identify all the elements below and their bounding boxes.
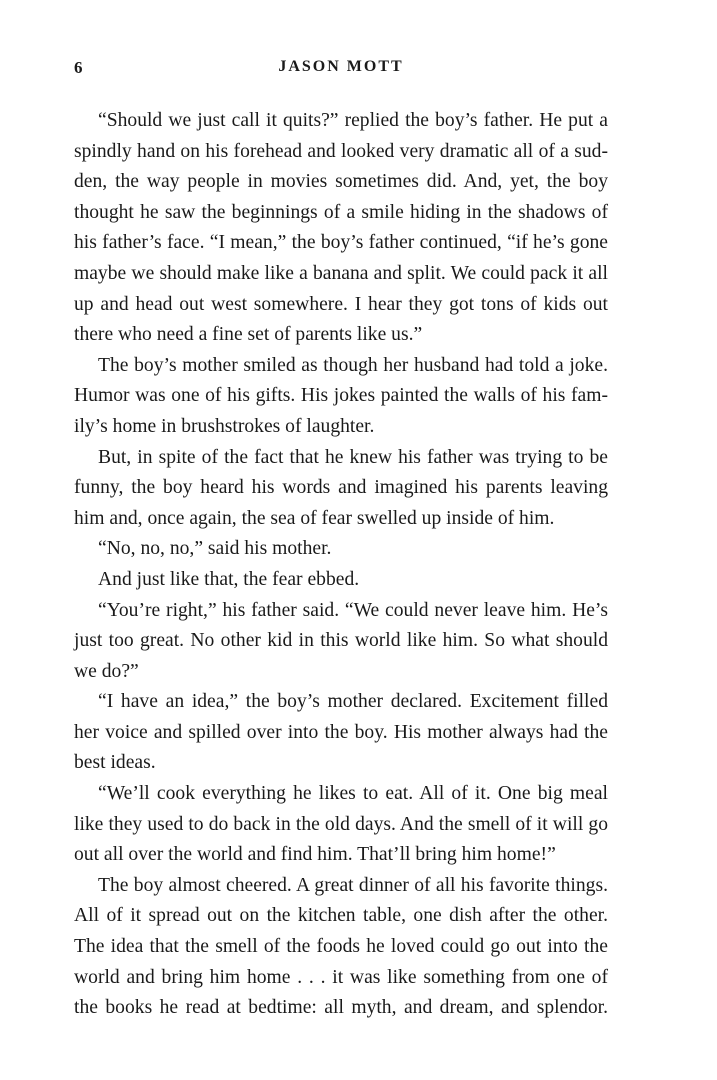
- text-line: Humor was one of his gifts. His jokes painted the walls of his fam-: [74, 385, 608, 407]
- text-line: All of it spread out on the kitchen table, one dish after the other.: [74, 905, 608, 927]
- text-line: maybe we should make like a banana and split. We could pack it all: [74, 262, 608, 284]
- text-line: But, in spite of the fact that he knew his father was trying to be: [98, 446, 608, 468]
- text-line: world and bring him home . . . it was like something from one of: [74, 966, 608, 988]
- text-line: him and, once again, the sea of fear swelled up inside of him.: [74, 507, 555, 529]
- text-line: “I have an idea,” the boy’s mother declared. Excitement filled: [98, 691, 608, 713]
- text-line: his father’s face. “I mean,” the boy’s father continued, “if he’s gone: [74, 232, 608, 254]
- text-line: spindly hand on his forehead and looked very dramatic all of a sud-: [74, 140, 608, 162]
- text-line: we do?”: [74, 660, 139, 682]
- text-line: out all over the world and find him. That’ll bring him home!”: [74, 844, 556, 866]
- text-line: The boy almost cheered. A great dinner of all his favorite things.: [98, 874, 608, 896]
- text-line: up and head out west somewhere. I hear they got tons of kids out: [74, 293, 608, 315]
- text-line: funny, the boy heard his words and imagined his parents leaving: [74, 477, 608, 499]
- text-line: “We’ll cook everything he likes to eat. All of it. One big meal: [98, 783, 608, 805]
- text-line: there who need a fine set of parents like us.”: [74, 324, 423, 346]
- text-line: just too great. No other kid in this world like him. So what should: [74, 630, 608, 652]
- text-line: ily’s home in brushstrokes of laughter.: [74, 415, 375, 437]
- text-line: the books he read at bedtime: all myth, and dream, and splendor.: [74, 997, 608, 1019]
- text-line: like they used to do back in the old days. And the smell of it will go: [74, 813, 608, 835]
- text-line: And just like that, the fear ebbed.: [98, 568, 360, 590]
- text-line: her voice and spilled over into the boy. His mother always had the: [74, 721, 608, 743]
- text-line: “Should we just call it quits?” replied the boy’s father. He put a: [98, 110, 608, 131]
- page-number: 6: [74, 58, 83, 77]
- text-line: “No, no, no,” said his mother.: [98, 538, 332, 560]
- text-line: den, the way people in movies sometimes did. And, yet, the boy: [74, 171, 608, 193]
- text-line: “You’re right,” his father said. “We could never leave him. He’s: [98, 599, 608, 621]
- body-text: [74, 106, 608, 1024]
- text-line: The idea that the smell of the foods he loved could go out into the: [74, 936, 608, 958]
- text-line: best ideas.: [74, 752, 156, 774]
- running-head: [74, 58, 608, 80]
- text-line: thought he saw the beginnings of a smile hiding in the shadows of: [74, 201, 608, 223]
- running-title: JASON MOTT: [278, 58, 404, 75]
- text-line: The boy’s mother smiled as though her husband had told a joke.: [98, 354, 608, 376]
